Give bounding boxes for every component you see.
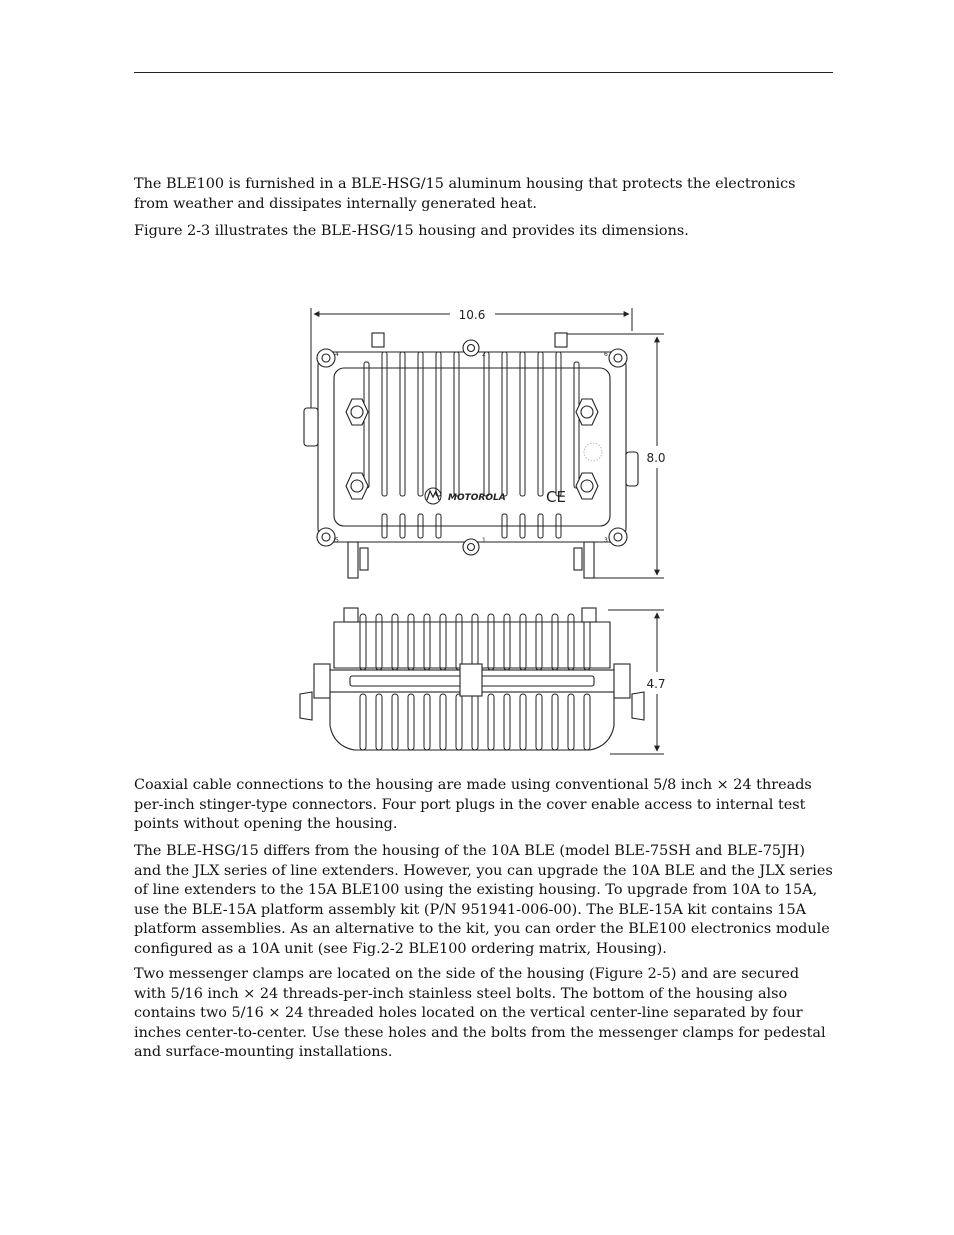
port-number-1: 1 xyxy=(482,537,486,544)
housing-top-view xyxy=(304,333,638,578)
height-label: 8.0 xyxy=(646,451,666,465)
paragraph-coaxial-connections: Coaxial cable connections to the housing are made using conventional 5/8 inch × 24 threads per-inch stinger-type connectors. Four port plugs in the cover enable access to internal test points without opening the housing. xyxy=(134,777,812,832)
width-label: 10.6 xyxy=(458,308,486,322)
port-number-5: 5 xyxy=(335,537,339,544)
depth-label: 4.7 xyxy=(646,677,666,691)
ce-mark: CE xyxy=(546,488,566,506)
port-number-3: 3 xyxy=(604,537,608,544)
paragraph-housing-intro: The BLE100 is furnished in a BLE-HSG/15 aluminum housing that protects the electronics from weather and dissipates internally generated heat. xyxy=(134,176,796,212)
svg-text:MOTOROLA: MOTOROLA xyxy=(448,493,506,503)
header-rule xyxy=(134,72,833,73)
paragraph-housing-differences: The BLE-HSG/15 differs from the housing of the 10A BLE (model BLE-75SH and BLE-75JH) and the JLX series of line extenders. However, you can upgrade the 10A BLE and the JLX series of line extenders to the 15A BLE100 using the existing housing. To upgrade from 10A to 15A, use the BLE-15A platform assembly kit (P/N 951941-006-00). The BLE-15A kit contains 15A platform assemblies. As an alternative to the kit, you can order the BLE100 electronics module configured as a 10A unit (see Fig.2-2 BLE100 ordering matrix, Housing). xyxy=(134,843,833,957)
port-number-4: 4 xyxy=(335,351,339,358)
port-number-2: 2 xyxy=(482,351,486,358)
housing-figure xyxy=(290,296,680,766)
paragraph-figure-reference: Figure 2-3 illustrates the BLE-HSG/15 housing and provides its dimensions. xyxy=(134,223,689,239)
paragraph-messenger-clamps: Two messenger clamps are located on the side of the housing (Figure 2-5) and are secured with 5/16 inch × 24 threads-per-inch stainless steel bolts. The bottom of the housing also contains two 5/16 × 24 threaded holes located on the vertical center-line separated by four inches center-to-center. Use these holes and the bolts from the messenger clamps for pedestal and surface-mounting installations. xyxy=(134,966,826,1060)
port-number-6: 6 xyxy=(604,351,608,358)
housing-side-view xyxy=(300,608,644,750)
